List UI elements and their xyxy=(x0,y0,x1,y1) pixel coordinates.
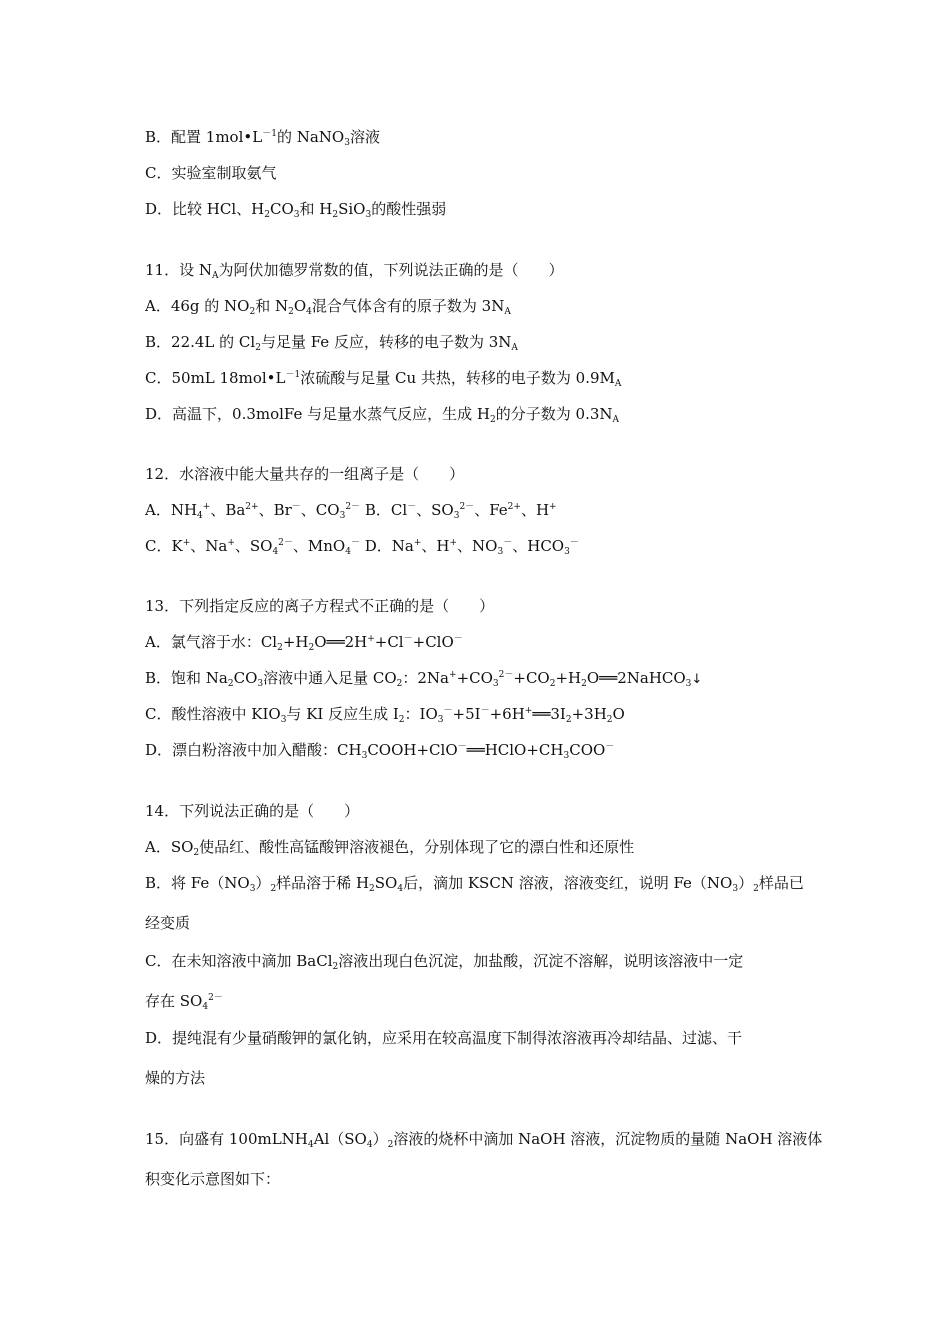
q13-option-c: C．酸性溶液中 $KIO_3$与 KI 反应生成 $I_2$：$IO_3^-+5I^-+6H^+══3I_2+3H_2O$ xyxy=(145,705,625,725)
q14-option-b-line1: B．将 $Fe(NO_3)_2$样品溶于稀 $H_2SO_4$后，滴加 KSCN 溶液，溶液变红，说明 $Fe(NO_3)_2$样品已 xyxy=(145,874,804,894)
q14-stem: 14．下列说法正确的是（ ） xyxy=(145,802,360,820)
q14-option-c-line1: C．在未知溶液中滴加 BaCl$_2$溶液出现白色沉淀，加盐酸，沉淀不溶解，说明该溶液中一定 xyxy=(145,952,744,972)
q11-option-c: C．50mL $18mol•L^{-1}$浓硫酸与足量 Cu 共热，转移的电子数为 $0.9M_A$ xyxy=(145,369,622,389)
q10-option-c: C．实验室制取氨气 xyxy=(145,164,277,182)
q14-option-b-line2: 经变质 xyxy=(145,914,191,932)
q11-option-d: D．高温下，0.3molFe 与足量水蒸气反应，生成 $H_2$的分子数为 $0.3N_A$ xyxy=(145,405,620,425)
q13-stem: 13．下列指定反应的离子方程式不正确的是（ ） xyxy=(145,597,495,615)
q12-stem: 12．水溶液中能大量共存的一组离子是（ ） xyxy=(145,465,465,483)
q15-stem-line1: 15．向盛有 $100mLNH_4Al(SO_4)_2$溶液的烧杯中滴加 NaOH 溶液，沉淀物质的量随 NaOH 溶液体 xyxy=(145,1130,823,1150)
q14-option-c-line2: 存在 $SO_4^{2-}$ xyxy=(145,992,223,1012)
q11-option-a: A．46g 的 $NO_2$和 $N_2O_4$混合气体含有的原子数为 $3N_A$ xyxy=(145,297,511,317)
q11-option-b: B．22.4L 的 $Cl_2$与足量 Fe 反应，转移的电子数为 $3N_A$ xyxy=(145,333,518,353)
q10-option-d: D．比较 HCl、$H_2CO_3$和 $H_2SiO_3$的酸性强弱 xyxy=(145,200,447,220)
q14-option-a: A．$SO_2$使品红、酸性高锰酸钾溶液褪色，分别体现了它的漂白性和还原性 xyxy=(145,838,635,858)
q12-options-cd: C．K+、Na+、$SO_4^{2-}$、MnO$_4$－ D．Na+、H+、$NO_3^-$、$HCO_3^-$ xyxy=(145,537,579,557)
q14-option-d-line2: 燥的方法 xyxy=(145,1069,206,1087)
q10-option-b: B．配置 $1mol•L^{-1}$的 NaNO$_3$溶液 xyxy=(145,128,380,148)
q11-stem: 11．设 $N_A$为阿伏加德罗常数的值，下列说法正确的是（ ） xyxy=(145,261,564,281)
q15-stem-line2: 积变化示意图如下： xyxy=(145,1170,281,1188)
down-arrow-icon: ↓ xyxy=(691,672,703,687)
q13-option-a: A．氯气溶于水：$Cl_2+H_2O══2H^++Cl^-+ClO^-$ xyxy=(145,633,463,653)
q13-option-d: D．漂白粉溶液中加入醋酸：$CH_3COOH+ClO^-══HClO+CH_3COO^-$ xyxy=(145,741,615,761)
q12-options-ab: A．$NH_4^+$、$Ba^{2+}$、Br－、$CO_3^{2-}$ B．Cl－、$SO_3^{2-}$、$Fe^{2+}$、H+ xyxy=(145,501,557,521)
q13-option-b: B．饱和 $Na_2CO_3$溶液中通入足量 $CO_2$：$2Na^++CO_3^{2-}+CO_2+H_2O══2NaHCO_3↓$ xyxy=(145,669,703,689)
q14-option-d-line1: D．提纯混有少量硝酸钾的氯化钠，应采用在较高温度下制得浓溶液再冷却结晶、过滤、干 xyxy=(145,1029,743,1047)
